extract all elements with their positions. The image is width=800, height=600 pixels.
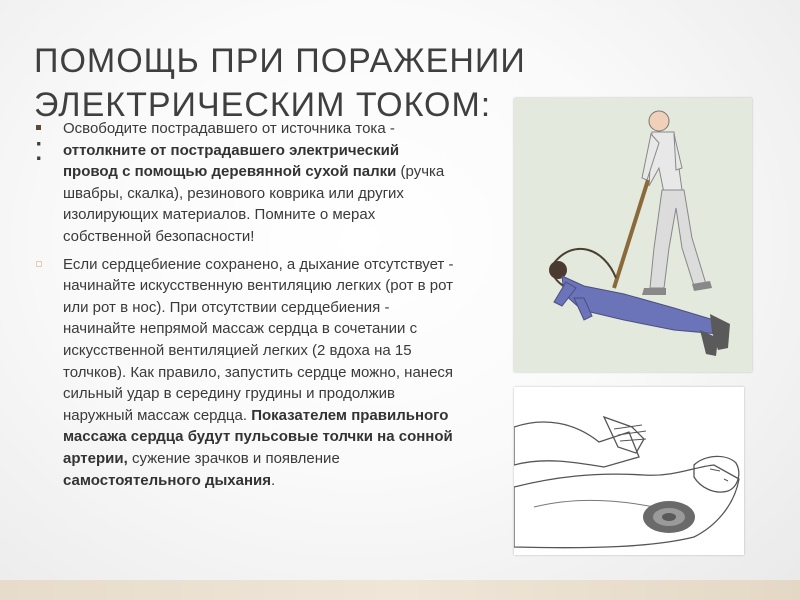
title-line-1: ПОМОЩЬ ПРИ ПОРАЖЕНИИ xyxy=(34,41,526,80)
paragraph-2-text: Если сердцебиение сохранено, а дыхание отсутствует - начинайте искусственную вентиляцию легких (рот в рот или рот в нос). При отсутствии сердцебиения - начинайте непрямой массаж сердца в сочетании с искусственной вентиляцией легких (2 вдоха на 15 толчков). Как правило, запустить сердце можно, нанеся сильный удар в середину грудины и продолжив наружный массаж сердца. xyxy=(63,255,454,424)
bullet-icon xyxy=(36,125,41,130)
paragraph-release xyxy=(34,118,454,248)
body-text xyxy=(34,118,454,497)
paragraph-1-tail: (ручка швабры, скалка), резинового коврика или других изолирующих материалов. Помните о мерах собственной безопасности! xyxy=(63,163,445,245)
illustration-electric-rescue-icon xyxy=(514,98,752,372)
paragraph-2-end: . xyxy=(271,471,276,489)
title-line-3: : xyxy=(34,129,45,168)
bullet-icon xyxy=(36,261,42,267)
paragraph-2-middle: сужение зрачков и появление xyxy=(127,449,340,467)
paragraph-2-emphasis: Показателем правильного массажа сердца будут пульсовые толчки на сонной артерии, xyxy=(63,406,453,467)
paragraph-1-text: Освободите пострадавшего от источника тока - xyxy=(63,120,395,137)
bottom-band xyxy=(0,580,800,600)
paragraph-2-emphasis-2: самостоятельного дыхания xyxy=(63,471,272,489)
paragraph-1-emphasis: оттолкните от пострадавшего электрический провод с помощью деревянной сухой палки xyxy=(63,141,400,181)
title-line-2: ЭЛЕКТРИЧЕСКИМ ТОКОМ: xyxy=(34,85,492,124)
paragraph-resuscitation xyxy=(34,254,454,492)
illustration-cpr-massage-icon xyxy=(514,387,744,555)
